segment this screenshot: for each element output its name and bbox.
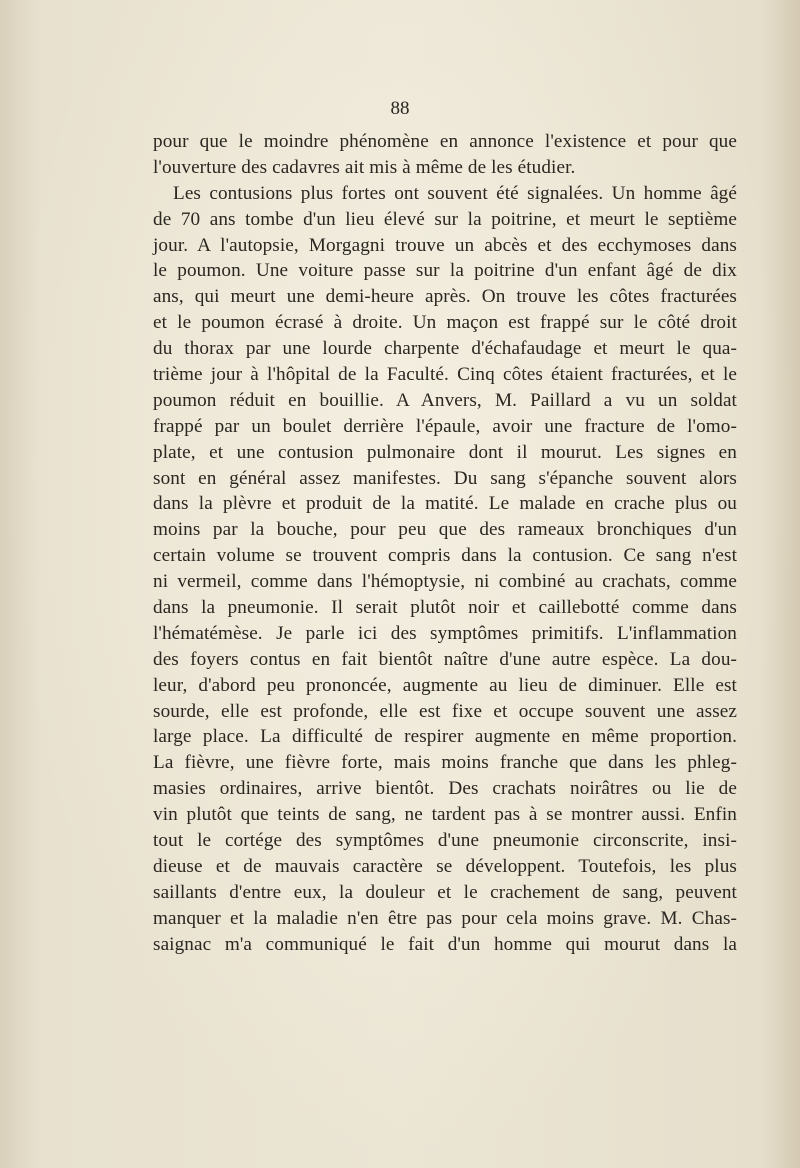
text-line: certain volume se trouvent compris dans la contusion. Ce sang n'est [153,545,737,567]
text-line: dans la plèvre et produit de la matité. Le malade en crache plus ou [153,493,737,515]
text-line: jour. A l'autopsie, Morgagni trouve un abcès et des ecchymoses dans [153,234,737,256]
text-line: ans, qui meurt une demi-heure après. On trouve les côtes fracturées [153,286,737,308]
text-line: frappé par un boulet derrière l'épaule, avoir une fracture de l'omo- [153,415,737,437]
text-line: saignac m'a communiqué le fait d'un homme qui mourut dans la [153,933,737,955]
body-text [153,129,737,958]
text-line: sont en général assez manifestes. Du sang s'épanche souvent alors [153,467,737,489]
text-line: moins par la bouche, pour peu que des rameaux bronchiques d'un [153,519,737,541]
text-line: l'ouverture des cadavres ait mis à même de les étudier. [153,156,576,178]
text-line: masies ordinaires, arrive bientôt. Des crachats noirâtres ou lie de [153,778,737,800]
text-line: pour que le moindre phénomène en annonce l'existence et pour que [153,131,737,152]
text-line: plate, et une contusion pulmonaire dont il mourut. Les signes en [153,441,737,463]
text-line: poumon réduit en bouillie. A Anvers, M. Paillard a vu un soldat [153,389,737,411]
text-line: La fièvre, une fièvre forte, mais moins franche que dans les phleg- [153,752,737,774]
text-line: trième jour à l'hôpital de la Faculté. Cinq côtes étaient fracturées, et le [153,364,737,386]
text-line: le poumon. Une voiture passe sur la poitrine d'un enfant âgé de dix [153,260,737,282]
text-line: leur, d'abord peu prononcée, augmente au lieu de diminuer. Elle est [153,674,737,696]
page-number: 88 [390,98,410,119]
text-line: l'hématémèse. Je parle ici des symptômes primitifs. L'inflammation [153,622,737,644]
text-line: sourde, elle est profonde, elle est fixe et occupe souvent une assez [153,700,737,722]
text-line: manquer et la maladie n'en être pas pour cela moins grave. M. Chas- [153,907,737,929]
text-line: large place. La difficulté de respirer augmente en même proportion. [153,726,737,748]
text-line: vin plutôt que teints de sang, ne tardent pas à se montrer aussi. Enfin [153,804,737,826]
text-line: saillants d'entre eux, la douleur et le crachement de sang, peuvent [153,881,737,903]
text-line: dieuse et de mauvais caractère se développent. Toutefois, les plus [153,855,737,877]
text-line: du thorax par une lourde charpente d'échafaudage et meurt le qua- [153,338,737,360]
text-line: ni vermeil, comme dans l'hémoptysie, ni combiné au crachats, comme [153,571,737,593]
text-line: Les contusions plus fortes ont souvent été signalées. Un homme âgé [173,182,737,204]
text-line: dans la pneumonie. Il serait plutôt noir et caillebotté comme dans [153,597,737,619]
text-line: des foyers contus en fait bientôt naître d'une autre espèce. La dou- [153,648,737,670]
text-line: de 70 ans tombe d'un lieu élevé sur la poitrine, et meurt le septième [153,208,737,230]
text-line: tout le cortége des symptômes d'une pneumonie circonscrite, insi- [153,830,737,852]
text-line: et le poumon écrasé à droite. Un maçon est frappé sur le côté droit [153,312,737,334]
